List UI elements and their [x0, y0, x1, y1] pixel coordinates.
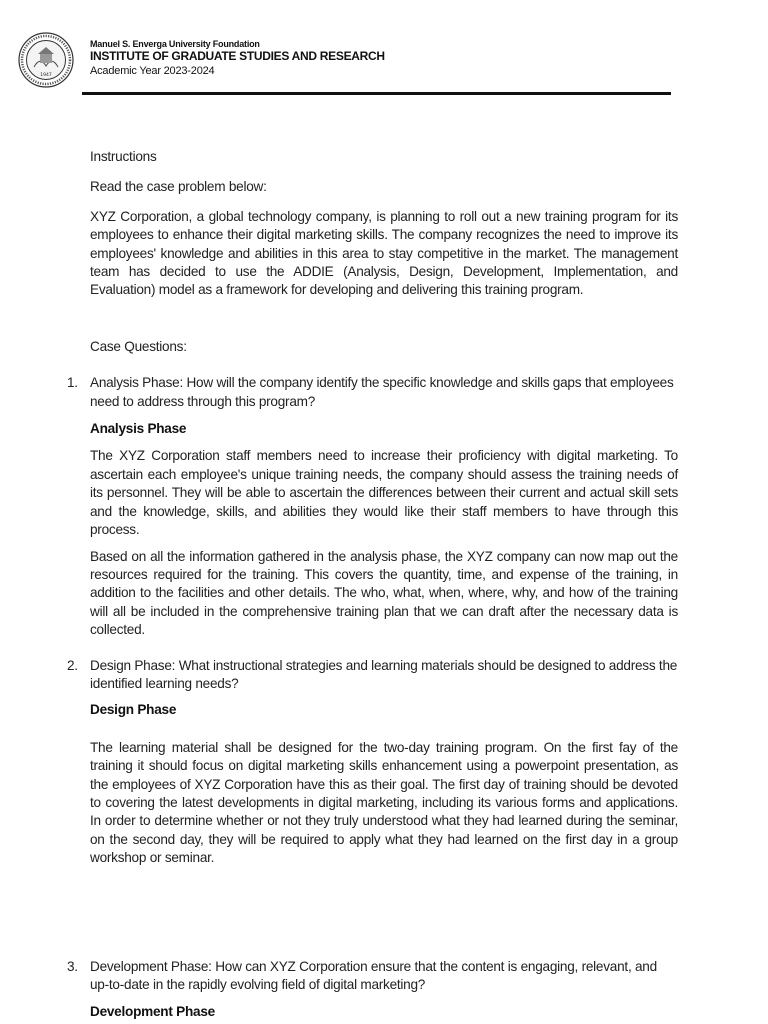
question-text: Design Phase: What instructional strategies and learning materials should be designed to address the identified learning needs?	[90, 657, 678, 691]
institute-name: INSTITUTE OF GRADUATE STUDIES AND RESEARCH	[90, 49, 385, 63]
question-item	[67, 657, 678, 868]
answer-paragraph: Based on all the information gathered in the analysis phase, the XYZ company can now map out the resources required for the training. This covers the quantity, time, and expense of the training, in addition to the facilities and other details. The who, what, when, where, why, and how of the training will all be included in the comprehensive training plan that we can draft after the necessary data is collected.	[90, 548, 678, 638]
question-number: 2.	[67, 657, 78, 673]
question-text: Analysis Phase: How will the company identify the specific knowledge and skills gaps that employees need to address through this program?	[90, 375, 674, 409]
question-number: 1.	[67, 375, 78, 391]
answer-paragraph: The learning material shall be designed for the two-day training program. On the first fay of the training it should focus on digital marketing skills enhancement using a powerpoint presentation, as the employees of XYZ Corporation have this as their goal. The first day of training should be devoted to covering the latest developments in digital marketing, including its various forms and applications. In order to determine whether or not they truly understood what they had learned during the seminar, on the second day, they will be required to apply what they had learned on the first day in a group workshop or seminar.	[90, 739, 678, 866]
phase-heading: Analysis Phase	[90, 421, 187, 437]
case-questions-label: Case Questions:	[90, 338, 187, 354]
instructions-label: Instructions	[90, 149, 157, 164]
question-text: Development Phase: How can XYZ Corporation ensure that the content is engaging, relevant, and up-to-date in the rapidly evolving field of digital marketing?	[90, 958, 657, 992]
document-header	[18, 30, 678, 96]
question-item	[67, 958, 678, 1022]
university-seal-icon	[18, 32, 74, 88]
answer-paragraph: The XYZ Corporation staff members need to increase their proficiency with digital marketing. To ascertain each employee's unique training needs, the company should assess the training needs of its personnel. They will be able to ascertain the differences between their current and actual skill sets and the knowledge, skills, and abilities they would like their staff members to have through this process.	[90, 448, 678, 538]
question-number: 3.	[67, 958, 78, 974]
read-label: Read the case problem below:	[90, 179, 267, 195]
header-divider	[82, 92, 671, 95]
document-body	[67, 148, 678, 1022]
phase-heading: Development Phase	[90, 1004, 215, 1020]
phase-heading: Design Phase	[90, 702, 177, 718]
question-item	[67, 374, 678, 639]
university-name: Manuel S. Enverga University Foundation	[90, 39, 260, 49]
case-text: XYZ Corporation, a global technology company, is planning to roll out a new training program for its employees to enhance their digital marketing skills. The company recognizes the need to improve its employees' knowledge and abilities in this area to stay competitive in the market. The management team has decided to use the ADDIE (Analysis, Design, Development, Implementation, and Evaluation) model as a framework for developing and delivering this training program.	[90, 208, 678, 298]
svg-text:1947: 1947	[40, 73, 52, 78]
academic-year: Academic Year 2023-2024	[90, 65, 215, 77]
